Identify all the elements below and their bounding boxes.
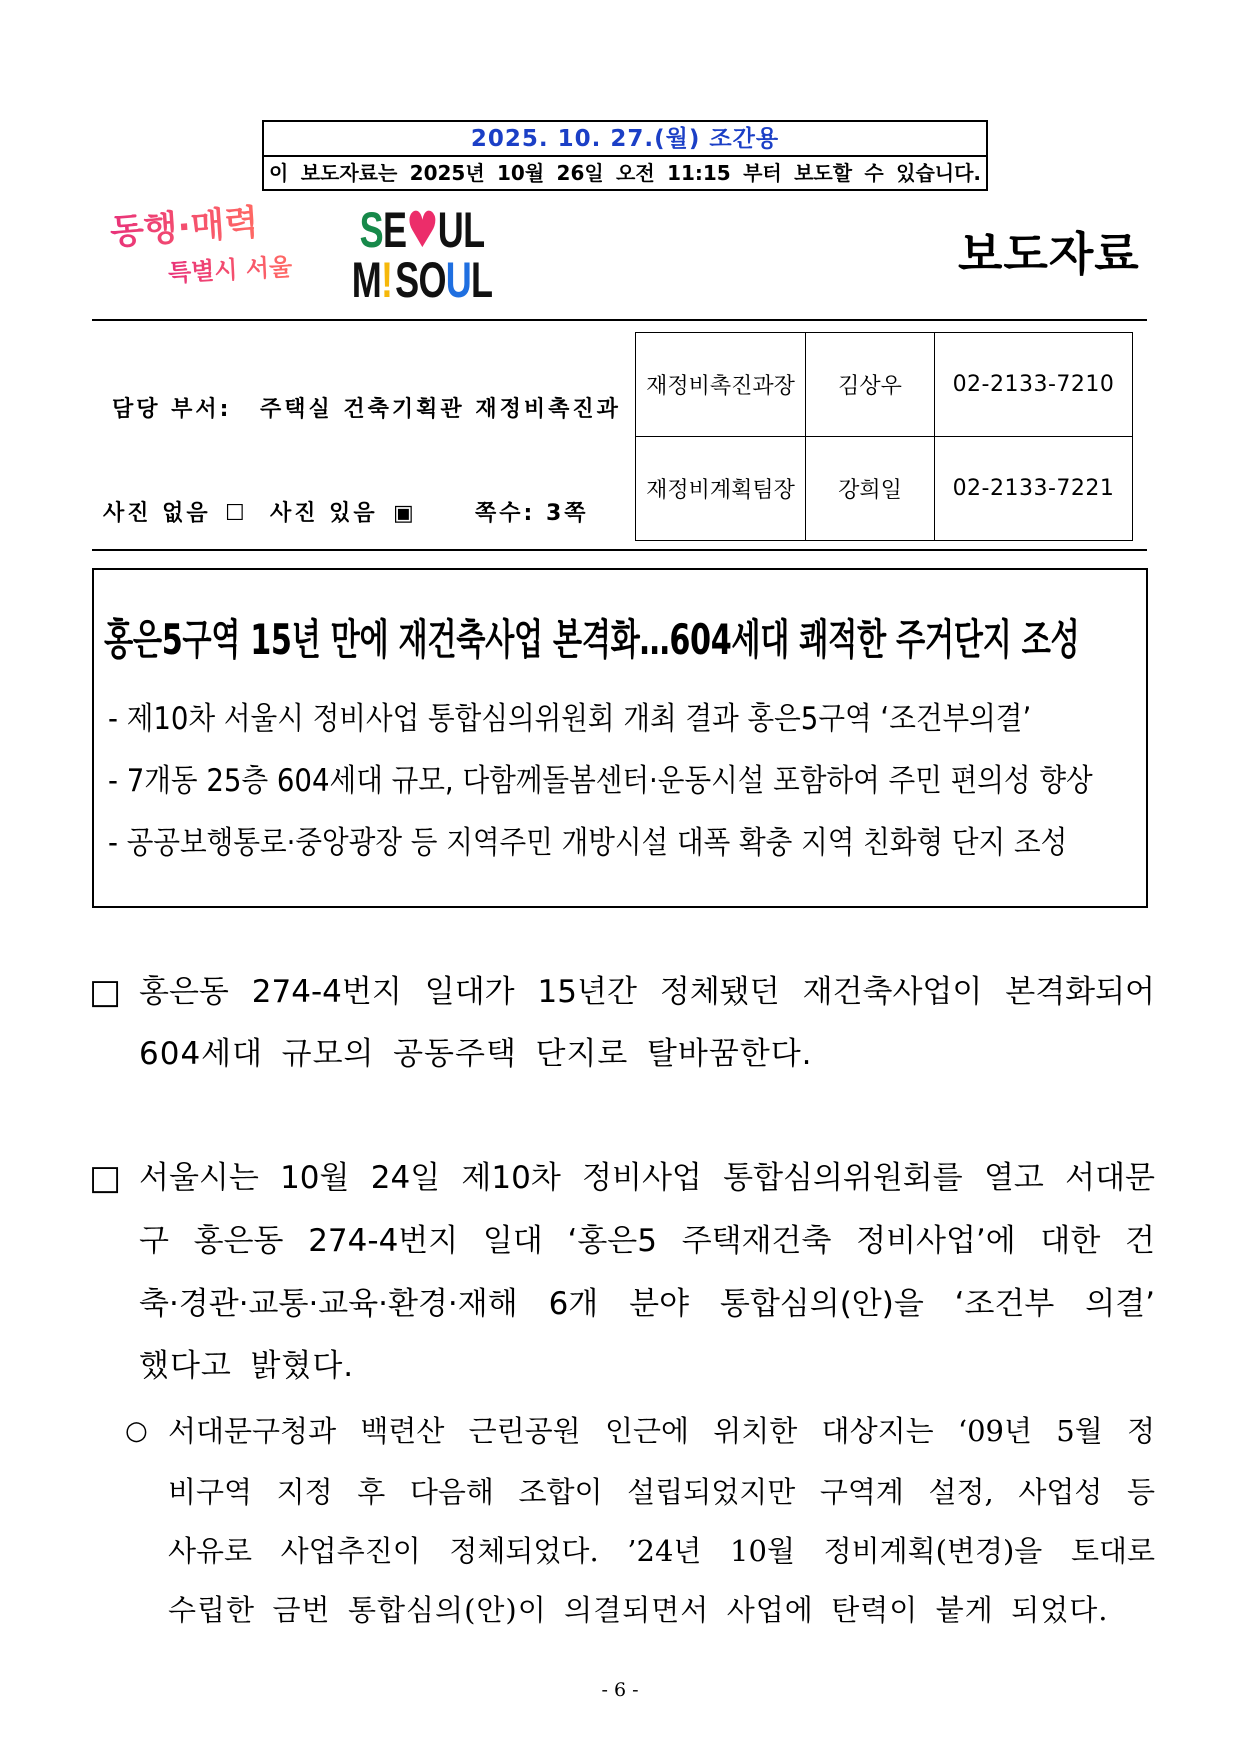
paragraph-line: 홍은동 274-4번지 일대가 15년간 정체됐던 재건축사업이 본격화되어 [139, 974, 1155, 1010]
headline-bullet: - 공공보행통로·중앙광장 등 지역주민 개방시설 대폭 확충 지역 친화형 단지 조성 [108, 825, 1068, 861]
contact-title-cell: 재정비촉진과장 [636, 333, 806, 437]
sub-item-line: 서대문구청과 백련산 근린공원 인근에 위치한 대상지는 ‘09년 5월 정 [168, 1414, 1155, 1448]
slogan-logo-line2: 특별시 서울 [167, 249, 293, 291]
sub-item-marker-icon: ○ [125, 1416, 148, 1446]
paragraph-marker-icon: □ [89, 972, 122, 1012]
sub-item-line: 사유로 사업추진이 정체되었다. ’24년 10월 정비계획(변경)을 토대로 [168, 1534, 1155, 1568]
contact-title-cell: 재정비계획팀장 [636, 437, 806, 541]
brand-logo-letter: E [382, 204, 407, 258]
contact-name-cell: 김상우 [806, 333, 935, 437]
paragraph-line: 604세대 규모의 공동주택 단지로 탈바꿈한다. [139, 1036, 813, 1072]
paragraph-marker-icon: □ [89, 1158, 122, 1198]
headline-box [92, 568, 1148, 908]
brand-logo-line2 [344, 254, 500, 306]
document-type-heading: 보도자료 [958, 227, 1140, 281]
photo-has-label: 사진 있음 [270, 501, 378, 526]
photo-has-checkbox-icon: ▣ [393, 501, 414, 526]
brand-logo-letter: O [418, 252, 446, 308]
info-divider [92, 549, 1147, 551]
department-label: 담당 부서: [112, 397, 232, 422]
paragraph-line: 했다고 밝혔다. [139, 1348, 355, 1384]
slogan-logo [108, 202, 306, 302]
brand-logo-letter: M [351, 252, 381, 308]
brand-logo-letter: L [463, 204, 485, 258]
contact-phone-cell: 02-2133-7210 [935, 333, 1133, 437]
headline-title: 홍은5구역 15년 만에 재건축사업 본격화…604세대 쾌적한 주거단지 조성 [104, 615, 1080, 664]
paragraph-line: 서울시는 10월 24일 제10차 정비사업 통합심의위원회를 열고 서대문 [139, 1160, 1155, 1196]
contact-row [636, 437, 1133, 541]
embargo-notice: 이 보도자료는 2025년 10월 26일 오전 11:15 부터 보도할 수 있습니다. [269, 161, 981, 185]
department-value: 주택실 건축기획관 재정비촉진과 [260, 397, 621, 422]
sub-item-line: 수립한 금번 통합심의(안)이 의결되면서 사업에 탄력이 붙게 되었다. [168, 1593, 1109, 1627]
smile-letter-icon: U [445, 252, 472, 308]
contact-phone-cell: 02-2133-7221 [935, 437, 1133, 541]
edition-label: 2025. 10. 27.(월) 조간용 [264, 122, 986, 157]
contact-row [636, 333, 1133, 437]
sub-item-line: 비구역 지정 후 다음해 조합이 설립되었지만 구역계 설정, 사업성 등 [168, 1475, 1155, 1509]
brand-logo-letter: L [471, 252, 493, 308]
slogan-logo-line1: 동행·매력 [108, 202, 260, 254]
photo-none-checkbox-icon: ☐ [225, 501, 245, 526]
headline-bullet: - 제10차 서울시 정비사업 통합심의위원회 개최 결과 홍은5구역 ‘조건부의결’ [108, 701, 1032, 737]
page-number: - 6 - [601, 1679, 639, 1701]
contact-table [635, 332, 1133, 541]
heart-icon: ♥ [406, 204, 438, 259]
contact-name-cell: 강희일 [806, 437, 935, 541]
brand-logo-line1 [344, 204, 500, 259]
brand-logo-letter: U [437, 204, 464, 258]
photo-none-label: 사진 없음 [103, 501, 211, 526]
brand-logo-letter: S [359, 204, 383, 258]
headline-bullet: - 7개동 25층 604세대 규모, 다함께돌봄센터·운동시설 포함하여 주민 편의성 향상 [108, 763, 1093, 799]
paragraph-line: 구 홍은동 274-4번지 일대 ‘홍은5 주택재건축 정비사업’에 대한 건 [139, 1223, 1155, 1259]
brand-logo-line2-lettering [352, 254, 493, 306]
exclamation-icon: ! [380, 252, 393, 308]
brand-logo-line1-lettering [359, 204, 485, 259]
embargo-box [262, 120, 988, 191]
header-divider [92, 319, 1147, 321]
page-count: 쪽수: 3쪽 [475, 501, 589, 526]
paragraph-line: 축·경관·교통·교육·환경·재해 6개 분야 통합심의(안)을 ‘조건부 의결’ [139, 1286, 1155, 1322]
brand-logo-letter: S [395, 252, 419, 308]
seoul-my-soul-logo [344, 204, 500, 308]
